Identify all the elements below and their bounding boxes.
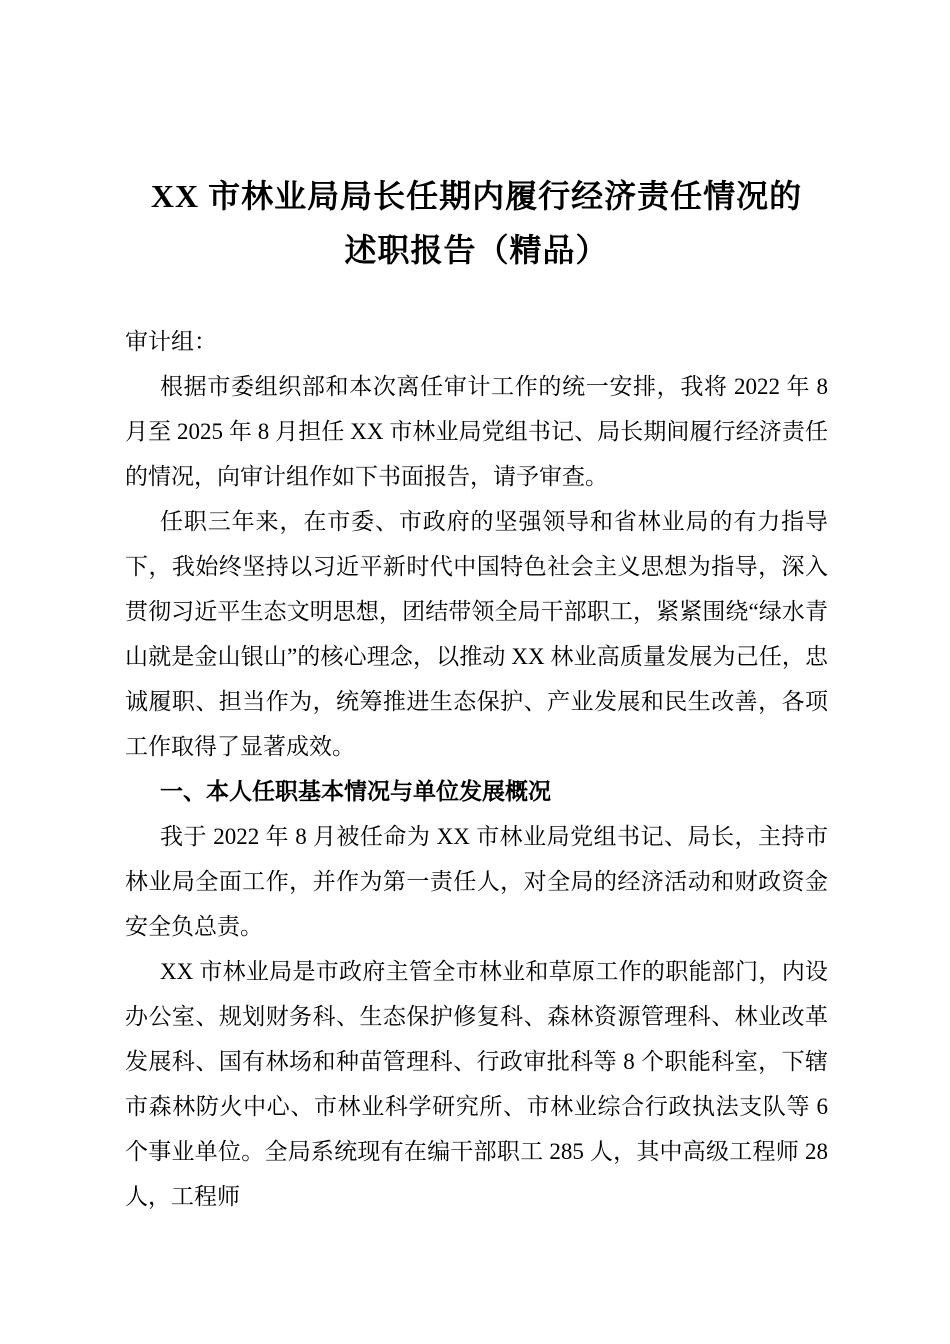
document-title-line-2: 述职报告（精品） xyxy=(344,232,609,268)
document-title-line-1: XX 市林业局局长任期内履行经济责任情况的 xyxy=(150,178,803,214)
document-title xyxy=(125,169,828,277)
paragraph-intro: 根据市委组织部和本次离任审计工作的统一安排，我将 2022 年 8 月至 2025 年 8 月担任 XX 市林业局党组书记、局长期间履行经济责任的情况，向审计组作如下书面报告，请予审查。 xyxy=(125,374,829,489)
salutation: 审计组： xyxy=(125,329,217,354)
paragraph-bureau-structure: XX 市林业局是市政府主管全市林业和草原工作的职能部门，内设办公室、规划财务科、生态保护修复科、森林资源管理科、林业改革发展科、国有林场和种苗管理科、行政审批科等 8 个职能科室，下辖市森林防火中心、市林业科学研究所、市林业综合行政执法支队等 6 个事业单位。全局系统现有在编干部职工 285 人，其中高级工程师 28 人，工程师 xyxy=(125,959,828,1209)
paragraph-overview: 任职三年来，在市委、市政府的坚强领导和省林业局的有力指导下，我始终坚持以习近平新时代中国特色社会主义思想为指导，深入贯彻习近平生态文明思想，团结带领全局干部职工，紧紧围绕“绿水青山就是金山银山”的核心理念，以推动 XX 林业高质量发展为己任，忠诚履职、担当作为，统筹推进生态保护、产业发展和民生改善，各项工作取得了显著成效。 xyxy=(125,509,828,759)
section-heading-1: 一、本人任职基本情况与单位发展概况 xyxy=(160,778,551,804)
paragraph-appointment: 我于 2022 年 8 月被任命为 XX 市林业局党组书记、局长，主持市林业局全面工作，并作为第一责任人，对全局的经济活动和财政资金安全负总责。 xyxy=(125,824,828,939)
